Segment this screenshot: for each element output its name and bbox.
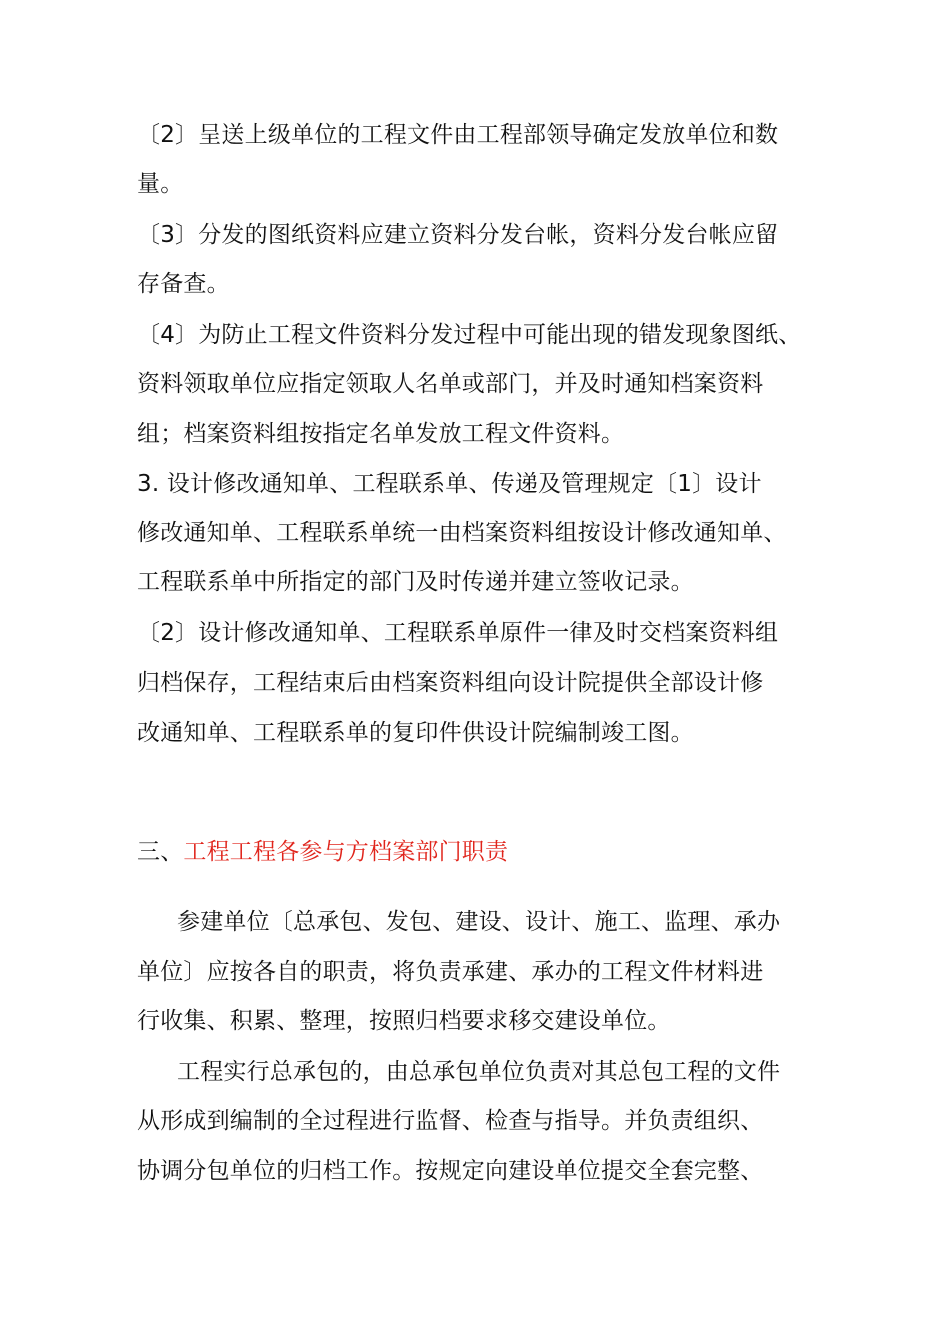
text-line: 工程联系单中所指定的部门及时传递并建立签收记录。 <box>137 569 694 595</box>
text-line: 存备查。 <box>137 271 230 297</box>
paragraph-line: 协调分包单位的归档工作。按规定向建设单位提交全套完整、 <box>137 1158 764 1184</box>
paragraph-line: 工程实行总承包的，由总承包单位负责对其总包工程的文件 <box>177 1059 781 1085</box>
text-line: 〔2〕设计修改通知单、工程联系单原件一律及时交档案资料组 <box>137 620 779 646</box>
paragraph-line: 行收集、积累、整理，按照归档要求移交建设单位。 <box>137 1008 671 1034</box>
text-line: 〔3〕分发的图纸资料应建立资料分发台帐，资料分发台帐应留 <box>137 222 779 248</box>
section-number: 三、 <box>137 839 184 865</box>
section-title: 工程工程各参与方档案部门职责 <box>183 839 509 865</box>
paragraph-line: 参建单位〔总承包、发包、建设、设计、施工、监理、承办 <box>177 909 781 935</box>
text-line: 量。 <box>137 171 184 197</box>
section-heading <box>137 837 508 867</box>
paragraph-line: 单位〕应按各自的职责，将负责承建、承办的工程文件材料进 <box>137 959 764 985</box>
text-line: 修改通知单、工程联系单统一由档案资料组按设计修改通知单、 <box>137 520 787 546</box>
text-line: 资料领取单位应指定领取人名单或部门，并及时通知档案资料 <box>137 371 764 397</box>
text-line: 改通知单、工程联系单的复印件供设计院编制竣工图。 <box>137 720 694 746</box>
text-line: 〔4〕为防止工程文件资料分发过程中可能出现的错发现象图纸、 <box>137 322 802 348</box>
text-line: 〔2〕呈送上级单位的工程文件由工程部领导确定发放单位和数 <box>137 122 779 148</box>
text-line: 3. 设计修改通知单、工程联系单、传递及管理规定〔1〕设计 <box>137 471 762 497</box>
paragraph-line: 从形成到编制的全过程进行监督、检查与指导。并负责组织、 <box>137 1108 764 1134</box>
text-line: 归档保存，工程结束后由档案资料组向设计院提供全部设计修 <box>137 670 764 696</box>
text-line: 组；档案资料组按指定名单发放工程文件资料。 <box>137 421 625 447</box>
